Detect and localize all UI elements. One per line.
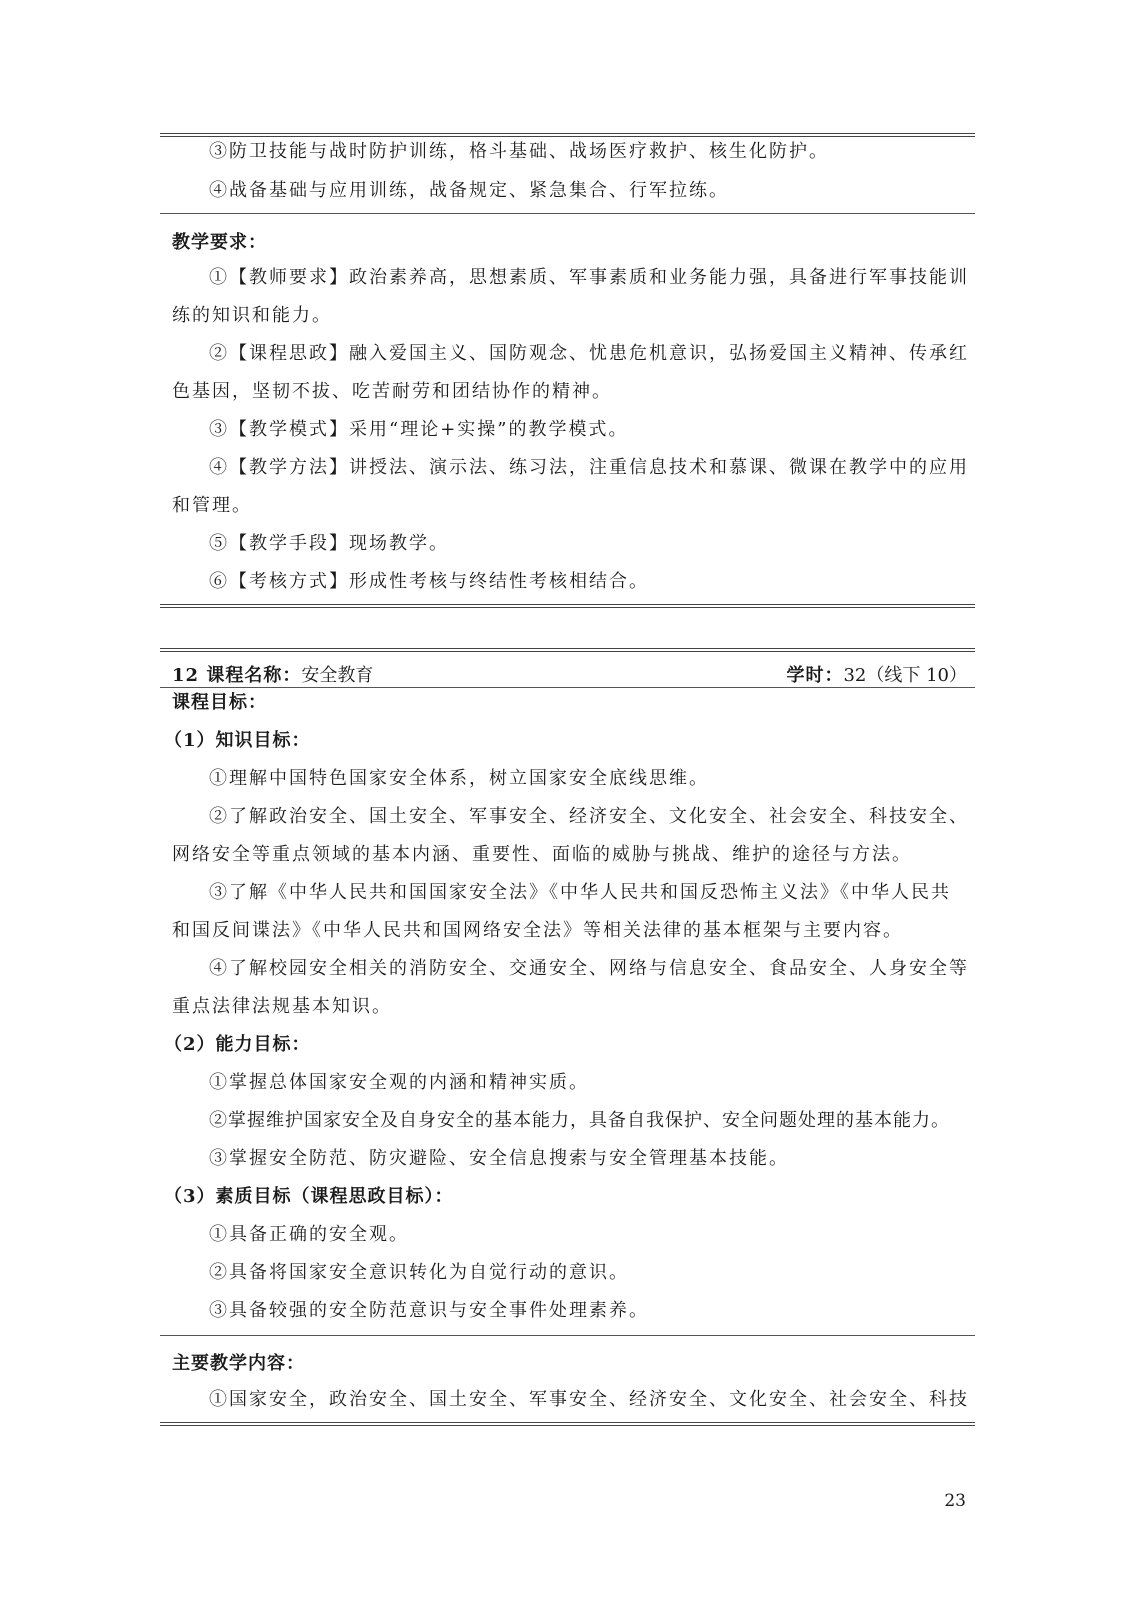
text-line: ③了解《中华人民共和国国家安全法》《中华人民共和国反恐怖主义法》《中华人民共 (209, 882, 951, 903)
text-line: ②具备将国家安全意识转化为自觉行动的意识。 (209, 1262, 629, 1283)
text-line: ①掌握总体国家安全观的内涵和精神实质。 (209, 1072, 589, 1093)
text-line: ④了解校园安全相关的消防安全、交通安全、网络与信息安全、食品安全、人身安全等 (209, 958, 969, 979)
text-line: ②【课程思政】融入爱国主义、国防观念、忧患危机意识，弘扬爱国主义精神、传承红 (209, 343, 969, 364)
section-title-teaching-requirements: 教学要求： (172, 232, 267, 253)
text-line: ④战备基础与应用训练，战备规定、紧急集合、行军拉练。 (209, 180, 729, 201)
text-line: ④【教学方法】讲授法、演示法、练习法，注重信息技术和慕课、微课在教学中的应用 (209, 457, 969, 478)
text-line: 重点法律法规基本知识。 (172, 996, 392, 1017)
subsection-title-ability: （2）能力目标： (164, 1034, 311, 1055)
text-line: 和管理。 (172, 495, 252, 516)
text-line: ①【教师要求】政治素养高，思想素质、军事素质和业务能力强，具备进行军事技能训 (209, 267, 969, 288)
course-hours (786, 664, 967, 688)
page-number: 23 (944, 1491, 966, 1511)
text-line: ②掌握维护国家安全及自身安全的基本能力，具备自我保护、安全问题处理的基本能力。 (209, 1110, 950, 1131)
text-line: 练的知识和能力。 (172, 305, 332, 326)
table-border-top (160, 133, 975, 134)
text-line: 和国反间谍法》《中华人民共和国网络安全法》等相关法律的基本框架与主要内容。 (172, 920, 903, 941)
course-hours-label: 学时： (786, 665, 844, 686)
text-line: ①具备正确的安全观。 (209, 1224, 409, 1245)
table-border-bottom (160, 1422, 975, 1423)
text-line: ③【教学模式】采用“理论+实操”的教学模式。 (209, 419, 629, 440)
text-line: ①理解中国特色国家安全体系，树立国家安全底线思维。 (209, 768, 709, 789)
table-divider (160, 213, 975, 214)
text-line: ②了解政治安全、国土安全、军事安全、经济安全、文化安全、社会安全、科技安全、 (209, 806, 969, 827)
table-divider (160, 1335, 975, 1336)
text-line: 色基因，坚韧不拔、吃苦耐劳和团结协作的精神。 (172, 381, 612, 402)
text-line: ③掌握安全防范、防灾避险、安全信息搜索与安全管理基本技能。 (209, 1148, 789, 1169)
table-border-top (160, 648, 975, 649)
section-title-course-goals: 课程目标： (172, 692, 267, 713)
course-hours-value: 32（线下 10） (843, 665, 967, 686)
table-divider (160, 687, 975, 688)
subsection-title-knowledge: （1）知识目标： (164, 730, 311, 751)
subsection-title-quality: （3）素质目标（课程思政目标）： (164, 1186, 454, 1207)
text-line: 网络安全等重点领域的基本内涵、重要性、面临的威胁与挑战、维护的途径与方法。 (172, 844, 912, 865)
course-name-label: 12 课程名称： (172, 665, 302, 686)
course-name-value: 安全教育 (301, 665, 374, 686)
text-line: ⑤【教学手段】现场教学。 (209, 533, 449, 554)
text-line: ③防卫技能与战时防护训练，格斗基础、战场医疗救护、核生化防护。 (209, 141, 829, 162)
text-line: ⑥【考核方式】形成性考核与终结性考核相结合。 (209, 571, 649, 592)
text-line: ①国家安全，政治安全、国土安全、军事安全、经济安全、文化安全、社会安全、科技 (209, 1389, 969, 1410)
text-line: ③具备较强的安全防范意识与安全事件处理素养。 (209, 1300, 649, 1321)
section-title-main-content: 主要教学内容： (172, 1353, 305, 1374)
table-border-bottom (160, 604, 975, 605)
course-name (172, 664, 373, 688)
